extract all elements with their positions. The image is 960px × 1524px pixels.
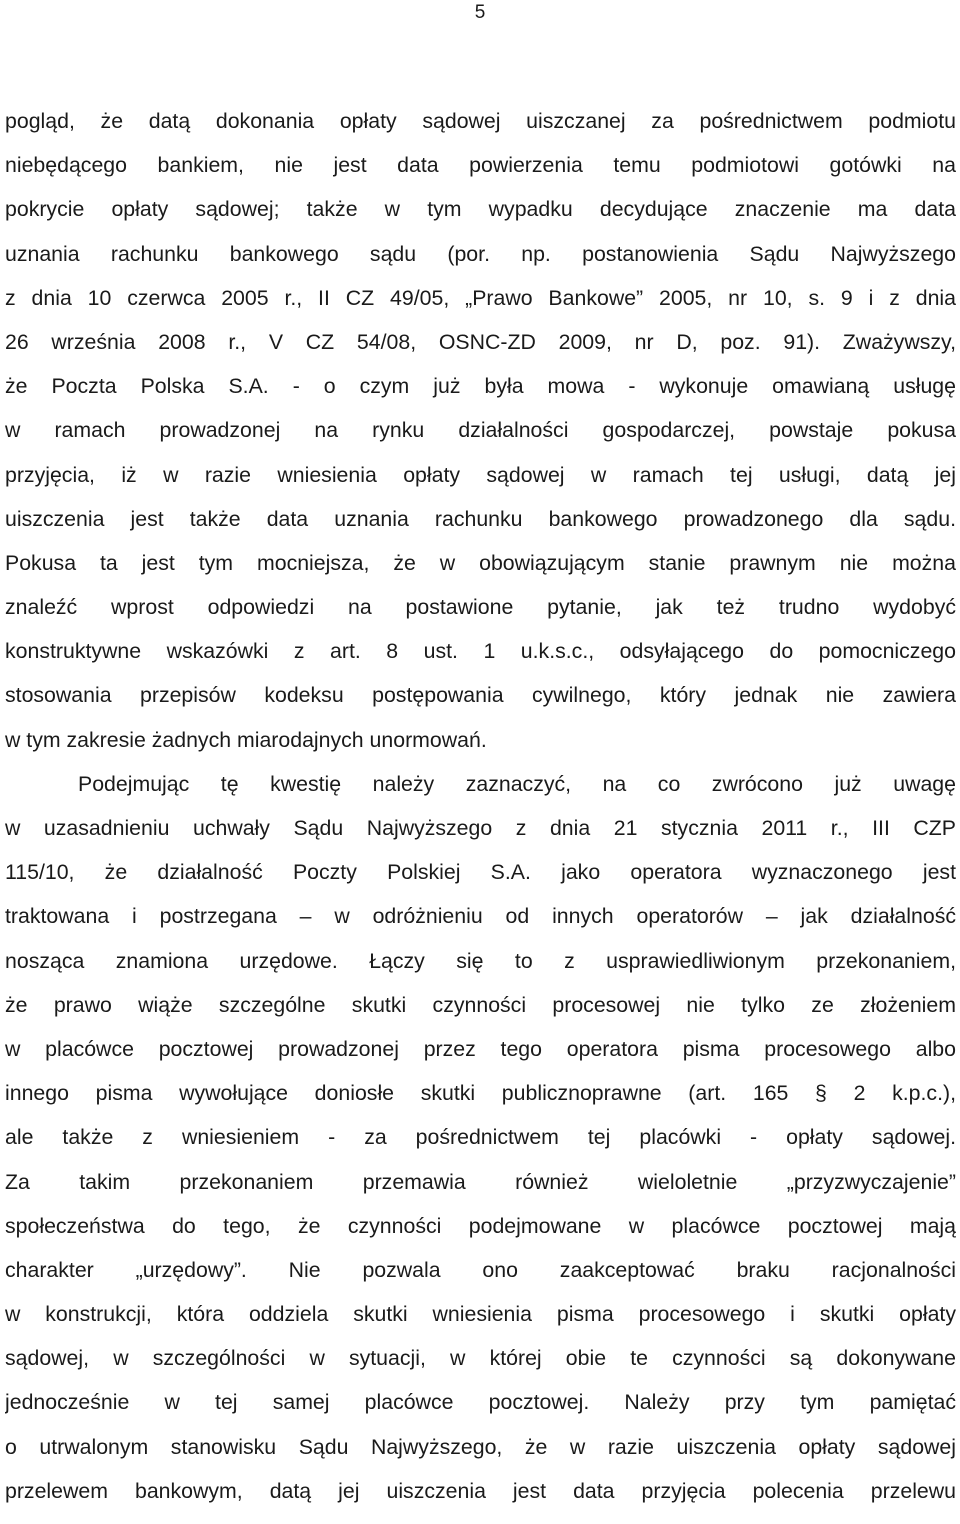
- text-line: stosowania przepisów kodeksu postępowania cywilnego, który jednak nie zawiera: [5, 683, 956, 708]
- page-number: 5: [474, 2, 486, 23]
- text-line: charakter „urzędowy”. Nie pozwala ono zaakceptować braku racjonalności: [5, 1257, 956, 1282]
- text-line: ale także z wniesieniem - za pośrednictwem tej placówki - opłaty sądowej.: [5, 1125, 956, 1150]
- text-line: pogląd, że datą dokonania opłaty sądowej uiszczanej za pośrednictwem podmiotu: [5, 109, 956, 133]
- document-body: [5, 99, 956, 1513]
- text-line: znaleźć wprost odpowiedzi na postawione pytanie, jak też trudno wydobyć: [5, 595, 956, 620]
- text-line: przyjęcia, iż w razie wniesienia opłaty sądowej w ramach tej usługi, datą jej: [5, 462, 956, 487]
- text-line: w placówce pocztowej prowadzonej przez tego operatora pisma procesowego albo: [5, 1036, 956, 1061]
- text-line: konstruktywne wskazówki z art. 8 ust. 1 u.k.s.c., odsyłającego do pomocniczego: [5, 639, 956, 664]
- text-line: niebędącego bankiem, nie jest data powierzenia temu podmiotowi gotówki na: [5, 153, 956, 178]
- text-line: traktowana i postrzegana – w odróżnieniu od innych operatorów – jak działalność: [5, 904, 956, 929]
- text-line: społeczeństwa do tego, że czynności podejmowane w placówce pocztowej mają: [5, 1213, 956, 1238]
- text-line: że prawo wiąże szczególne skutki czynności procesowej nie tylko ze złożeniem: [5, 992, 956, 1017]
- text-line: w tym zakresie żadnych miarodajnych unormowań.: [5, 727, 487, 752]
- text-line: pokrycie opłaty sądowej; także w tym wypadku decydujące znaczenie ma data: [5, 197, 956, 222]
- text-line: przelewem bankowym, datą jej uiszczenia jest data przyjęcia polecenia przelewu: [5, 1478, 956, 1503]
- text-line: że Poczta Polska S.A. - o czym już była mowa - wykonuje omawianą usługę: [5, 374, 956, 399]
- text-line: nosząca znamiona urzędowe. Łączy się to z usprawiedliwionym przekonaniem,: [5, 948, 956, 973]
- text-line: 115/10, że działalność Poczty Polskiej S.A. jako operatora wyznaczonego jest: [5, 860, 956, 885]
- text-line: w uzasadnieniu uchwały Sądu Najwyższego z dnia 21 stycznia 2011 r., III CZP: [5, 816, 956, 840]
- text-line: z dnia 10 czerwca 2005 r., II CZ 49/05, „Prawo Bankowe” 2005, nr 10, s. 9 i z dnia: [5, 285, 956, 310]
- text-line: w konstrukcji, która oddziela skutki wniesienia pisma procesowego i skutki opłaty: [5, 1302, 956, 1327]
- text-line: o utrwalonym stanowisku Sądu Najwyższego, że w razie uiszczenia opłaty sądowej: [5, 1434, 956, 1459]
- text-line: Za takim przekonaniem przemawia również wieloletnie „przyzwyczajenie”: [5, 1169, 956, 1194]
- text-line: Podejmując tę kwestię należy zaznaczyć, na co zwrócono już uwagę: [78, 771, 956, 796]
- text-line: w ramach prowadzonej na rynku działalności gospodarczej, powstaje pokusa: [5, 418, 956, 443]
- text-line: Pokusa ta jest tym mocniejsza, że w obowiązującym stanie prawnym nie można: [5, 550, 956, 575]
- text-line: innego pisma wywołujące doniosłe skutki publicznoprawne (art. 165 § 2 k.p.c.),: [5, 1081, 956, 1106]
- paragraph-2: [5, 762, 956, 1513]
- paragraph-1: [5, 99, 956, 762]
- text-line: jednocześnie w tej samej placówce pocztowej. Należy przy tym pamiętać: [5, 1390, 956, 1415]
- text-line: uiszczenia jest także data uznania rachunku bankowego prowadzonego dla sądu.: [5, 506, 956, 531]
- text-line: 26 września 2008 r., V CZ 54/08, OSNC-ZD 2009, nr D, poz. 91). Zważywszy,: [5, 329, 956, 354]
- text-line: uznania rachunku bankowego sądu (por. np. postanowienia Sądu Najwyższego: [5, 241, 956, 266]
- text-line: sądowej, w szczególności w sytuacji, w której obie te czynności są dokonywane: [5, 1346, 956, 1371]
